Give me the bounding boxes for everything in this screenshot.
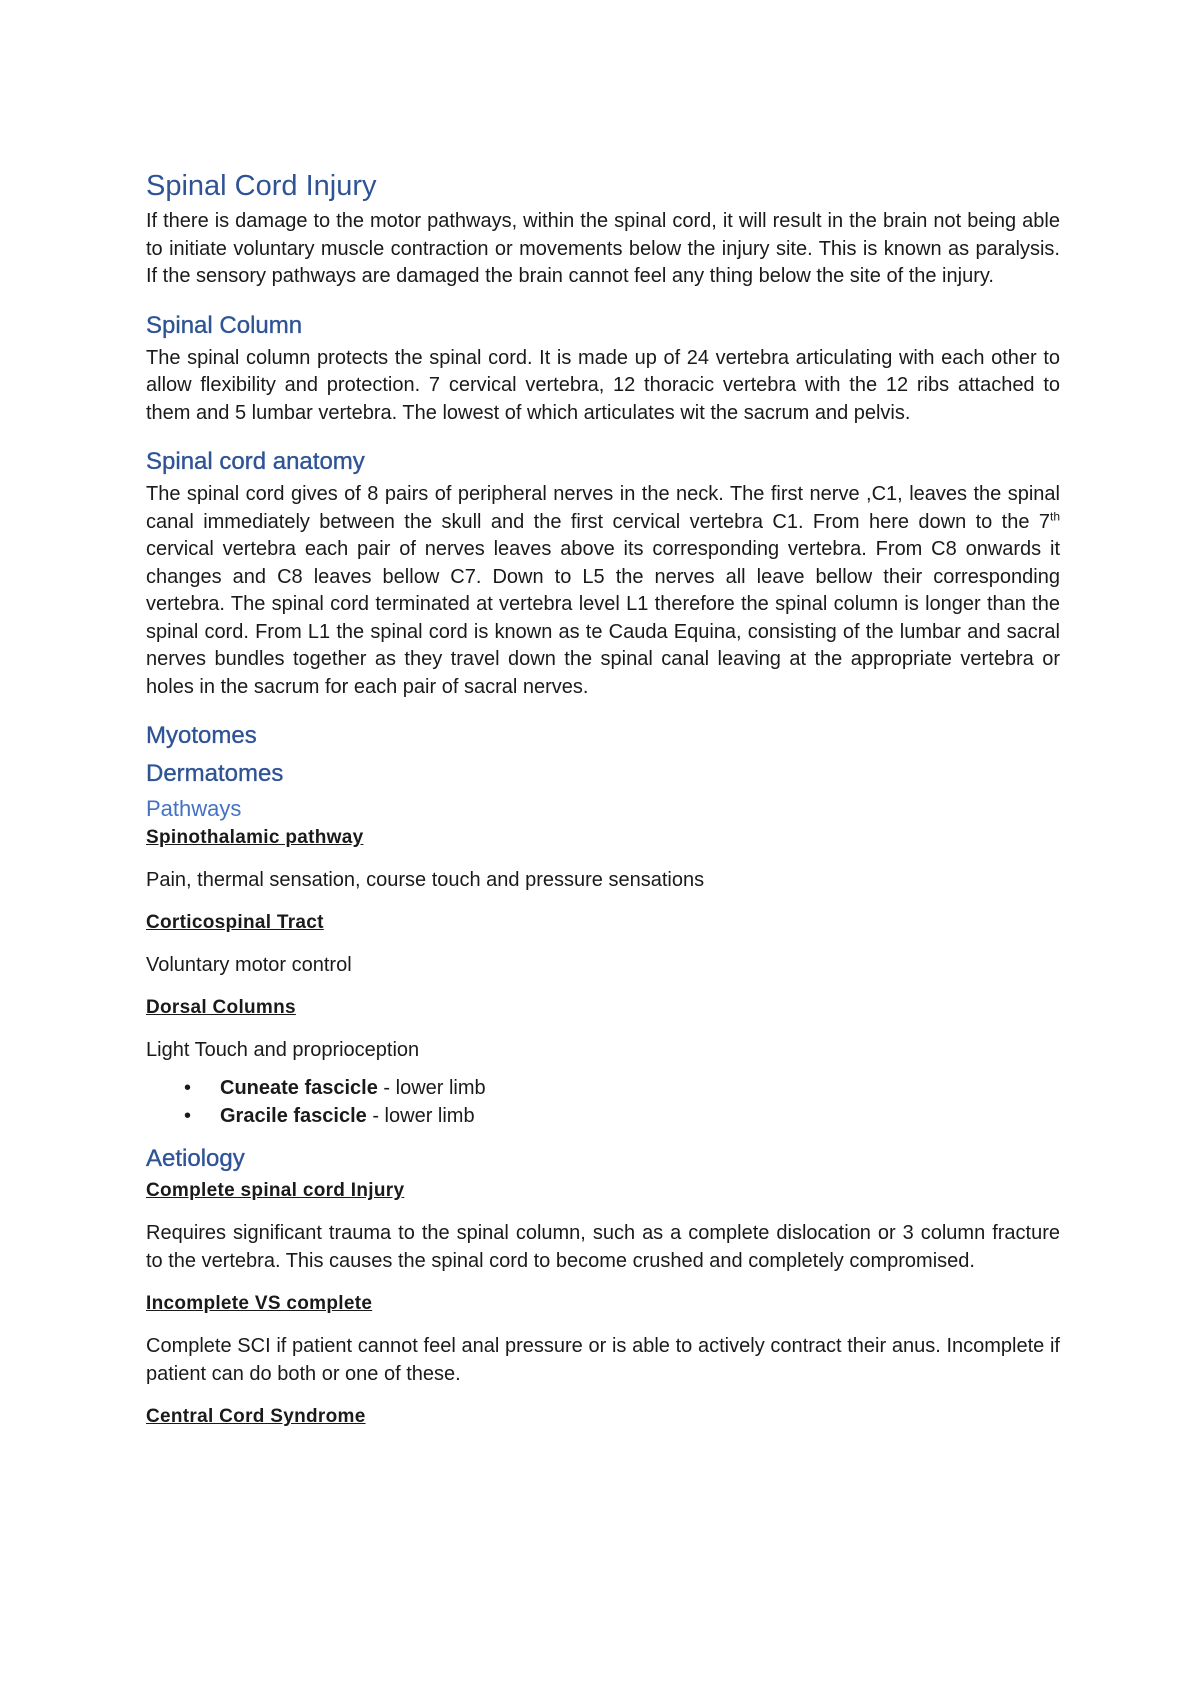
ordinal-superscript: th [1049,508,1060,523]
list-item-desc: - lower limb [366,1105,475,1127]
list-item-term: Gracile fascicle [220,1105,367,1127]
heading-aetiology: Aetiology [146,1145,245,1172]
heading-myotomes: Myotomes [146,722,257,749]
anatomy-text-part-1: The spinal cord gives of 8 pairs of peripheral nerves in the neck. The first nerve ,C1, leaves the spinal canal immediately between the skull and the first cervical vertebra C1. From here down to the 7 [146,483,1060,533]
spinal-column-paragraph: The spinal column protects the spinal cord. It is made up of 24 vertebra articulating with each other to allow flexibility and protection. 7 cervical vertebra, 12 thoracic vertebra with the 12 ribs attached to them and 5 lumbar vertebra. The lowest of which articulates wit the sacrum and pelvis. [146,346,1060,424]
heading-spinal-cord-anatomy: Spinal cord anatomy [146,448,365,475]
bullet-icon: • [184,1105,192,1127]
intro-paragraph: If there is damage to the motor pathways, within the spinal cord, it will result in the brain not being able to initiate voluntary muscle contraction or movements below the injury site. This is known as paralysis. If the sensory pathways are damaged the brain cannot feel any thing below the site of the injury. [146,210,1060,287]
list-item-term: Cuneate fascicle [220,1077,378,1099]
subheading-complete-sci: Complete spinal cord Injury [146,1180,405,1201]
document-page [146,168,1060,1446]
heading-spinal-column: Spinal Column [146,311,303,339]
spinothalamic-text: Pain, thermal sensation, course touch and pressure sensations [146,869,705,891]
incomplete-vs-complete-text: Complete SCI if patient cannot feel anal pressure or is able to actively contract their anus. Incomplete if patient can do both or one of these. [146,1335,1060,1385]
dorsal-columns-list [146,1074,1060,1130]
corticospinal-text: Voluntary motor control [146,954,352,976]
bullet-icon: • [184,1077,192,1099]
list-item-desc: - lower limb [377,1077,486,1099]
anatomy-paragraph [146,481,1060,701]
subheading-spinothalamic: Spinothalamic pathway [146,827,364,848]
subheading-incomplete-vs-complete: Incomplete VS complete [146,1293,373,1314]
subheading-central-cord-syndrome: Central Cord Syndrome [146,1406,366,1427]
heading-pathways: Pathways [146,796,242,821]
dorsal-columns-text: Light Touch and proprioception [146,1039,420,1061]
subheading-corticospinal: Corticospinal Tract [146,912,324,933]
anatomy-text-part-2: cervical vertebra each pair of nerves leaves above its corresponding vertebra. From C8 onwards it changes and C8 leaves bellow C7. Down to L5 the nerves all leave bellow their corresponding vertebra. The spinal cord terminated at vertebra level L1 therefore the spinal column is longer than the spinal cord. From L1 the spinal cord is known as te Cauda Equina, consisting of the lumbar and sacral nerves bundles together as they travel down the spinal canal leaving at the appropriate vertebra or holes in the sacrum for each pair of sacral nerves. [146,538,1060,698]
list-item [184,1074,1060,1102]
page-title: Spinal Cord Injury [146,170,377,202]
list-item [184,1102,1060,1130]
complete-sci-text: Requires significant trauma to the spinal column, such as a complete dislocation or 3 column fracture to the vertebra. This causes the spinal cord to become crushed and completely compromised. [146,1222,1060,1272]
subheading-dorsal-columns: Dorsal Columns [146,997,296,1018]
heading-dermatomes: Dermatomes [146,760,284,787]
